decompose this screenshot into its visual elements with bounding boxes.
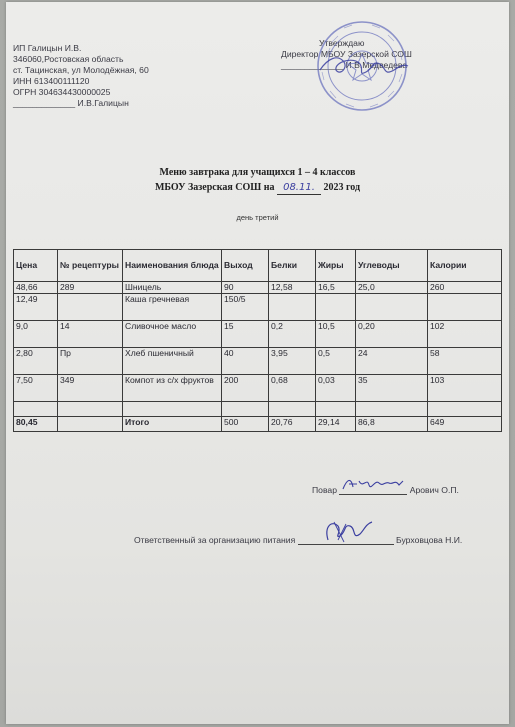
table-row <box>14 347 502 374</box>
table-header-row <box>14 250 502 282</box>
table-cell: 150/5 <box>222 293 269 320</box>
cook-signature <box>339 484 407 495</box>
table-cell: 14 <box>58 320 123 347</box>
handwritten-signature-icon <box>298 516 394 546</box>
table-cell: 102 <box>428 320 502 347</box>
table-cell: Компот из с/х фруктов <box>123 374 222 401</box>
col-header: Цена <box>14 250 58 282</box>
table-cell: 103 <box>428 374 502 401</box>
table-cell: 90 <box>222 282 269 294</box>
org-line: _____________ И.В.Галицын <box>13 98 129 108</box>
table-cell: 24 <box>356 347 428 374</box>
table-cell: 3,95 <box>269 347 316 374</box>
table-cell: 0,68 <box>269 374 316 401</box>
total-calories: 649 <box>428 416 502 431</box>
table-cell: 200 <box>222 374 269 401</box>
table-row <box>14 282 502 294</box>
day-label: день третий <box>236 213 279 222</box>
cook-label: Повар <box>312 485 337 495</box>
table-cell: 40 <box>222 347 269 374</box>
table-cell: Каша гречневая <box>123 293 222 320</box>
table-cell: 15 <box>222 320 269 347</box>
table-cell: 12,49 <box>14 293 58 320</box>
table-cell <box>123 401 222 416</box>
col-header: Калории <box>428 250 502 282</box>
table-cell: 0,03 <box>316 374 356 401</box>
table-cell: Хлеб пшеничный <box>123 347 222 374</box>
table-cell <box>58 416 123 431</box>
table-cell: 35 <box>356 374 428 401</box>
year-label: 2023 год <box>323 182 361 193</box>
table-total-row <box>14 416 502 431</box>
table-cell: 25,0 <box>356 282 428 294</box>
table-cell: 289 <box>58 282 123 294</box>
table-cell <box>356 401 428 416</box>
table-cell: 260 <box>428 282 502 294</box>
table-cell <box>428 293 502 320</box>
total-label: Итого <box>123 416 222 431</box>
responsible-name: Бурховцова Н.И. <box>396 535 463 545</box>
total-carbs: 86,8 <box>356 416 428 431</box>
table-cell <box>356 293 428 320</box>
col-header: № рецептуры <box>58 250 123 282</box>
col-header: Наименования блюда <box>123 250 222 282</box>
table-cell <box>269 293 316 320</box>
responsible-label: Ответственный за организацию питания <box>134 535 296 545</box>
table-cell: 10,5 <box>316 320 356 347</box>
approve-name: _____________ И.В.Медведева <box>281 60 408 70</box>
table-cell: 0,2 <box>269 320 316 347</box>
organization-block <box>13 43 149 109</box>
total-fat: 29,14 <box>316 416 356 431</box>
table-row-empty <box>14 401 502 416</box>
org-line: ОГРН 304634430000025 <box>13 87 111 97</box>
org-line: 346060,Ростовская область <box>13 54 124 64</box>
table-cell: 12,58 <box>269 282 316 294</box>
table-cell: Сливочное масло <box>123 320 222 347</box>
approve-heading: Утверждаю <box>319 38 365 48</box>
col-header: Выход <box>222 250 269 282</box>
handwritten-signature-icon <box>339 475 407 493</box>
table-cell: 0,20 <box>356 320 428 347</box>
table-cell <box>222 401 269 416</box>
table-cell: Шницель <box>123 282 222 294</box>
table-cell <box>316 401 356 416</box>
menu-subtitle <box>6 181 509 195</box>
table-cell: 2,80 <box>14 347 58 374</box>
table-row <box>14 293 502 320</box>
col-header: Углеводы <box>356 250 428 282</box>
menu-table <box>13 249 502 432</box>
org-line: ИП Галицын И.В. <box>13 43 82 53</box>
school-seal-stamp <box>314 18 410 114</box>
table-cell: 58 <box>428 347 502 374</box>
table-cell <box>58 293 123 320</box>
cook-signature-line <box>312 484 459 495</box>
table-cell: 9,0 <box>14 320 58 347</box>
table-cell: 349 <box>58 374 123 401</box>
table-cell: 7,50 <box>14 374 58 401</box>
table-cell: 48,66 <box>14 282 58 294</box>
total-protein: 20,76 <box>269 416 316 431</box>
table-cell: 0,5 <box>316 347 356 374</box>
document-sheet <box>6 2 509 724</box>
handwritten-date: 08.11. <box>277 181 321 195</box>
school-name: МБОУ Зазерская СОШ на <box>154 182 275 193</box>
table-cell: Пр <box>58 347 123 374</box>
responsible-signature <box>298 534 394 545</box>
org-line: ИНН 613400111120 <box>13 76 90 86</box>
approve-position: Директор МБОУ Зазерской СОШ <box>281 49 412 59</box>
total-yield: 500 <box>222 416 269 431</box>
cook-name: Арович О.П. <box>409 485 459 495</box>
table-cell <box>428 401 502 416</box>
table-cell: 16,5 <box>316 282 356 294</box>
table-cell <box>316 293 356 320</box>
org-line: ст. Тацинская, ул Молодёжная, 60 <box>13 65 149 75</box>
table-cell <box>58 401 123 416</box>
table-row <box>14 320 502 347</box>
col-header: Жиры <box>316 250 356 282</box>
menu-title: Меню завтрака для учащихся 1 – 4 классов <box>159 167 356 178</box>
table-cell <box>269 401 316 416</box>
total-price: 80,45 <box>14 416 58 431</box>
table-row <box>14 374 502 401</box>
responsible-signature-line <box>134 534 462 545</box>
table-cell <box>14 401 58 416</box>
col-header: Белки <box>269 250 316 282</box>
